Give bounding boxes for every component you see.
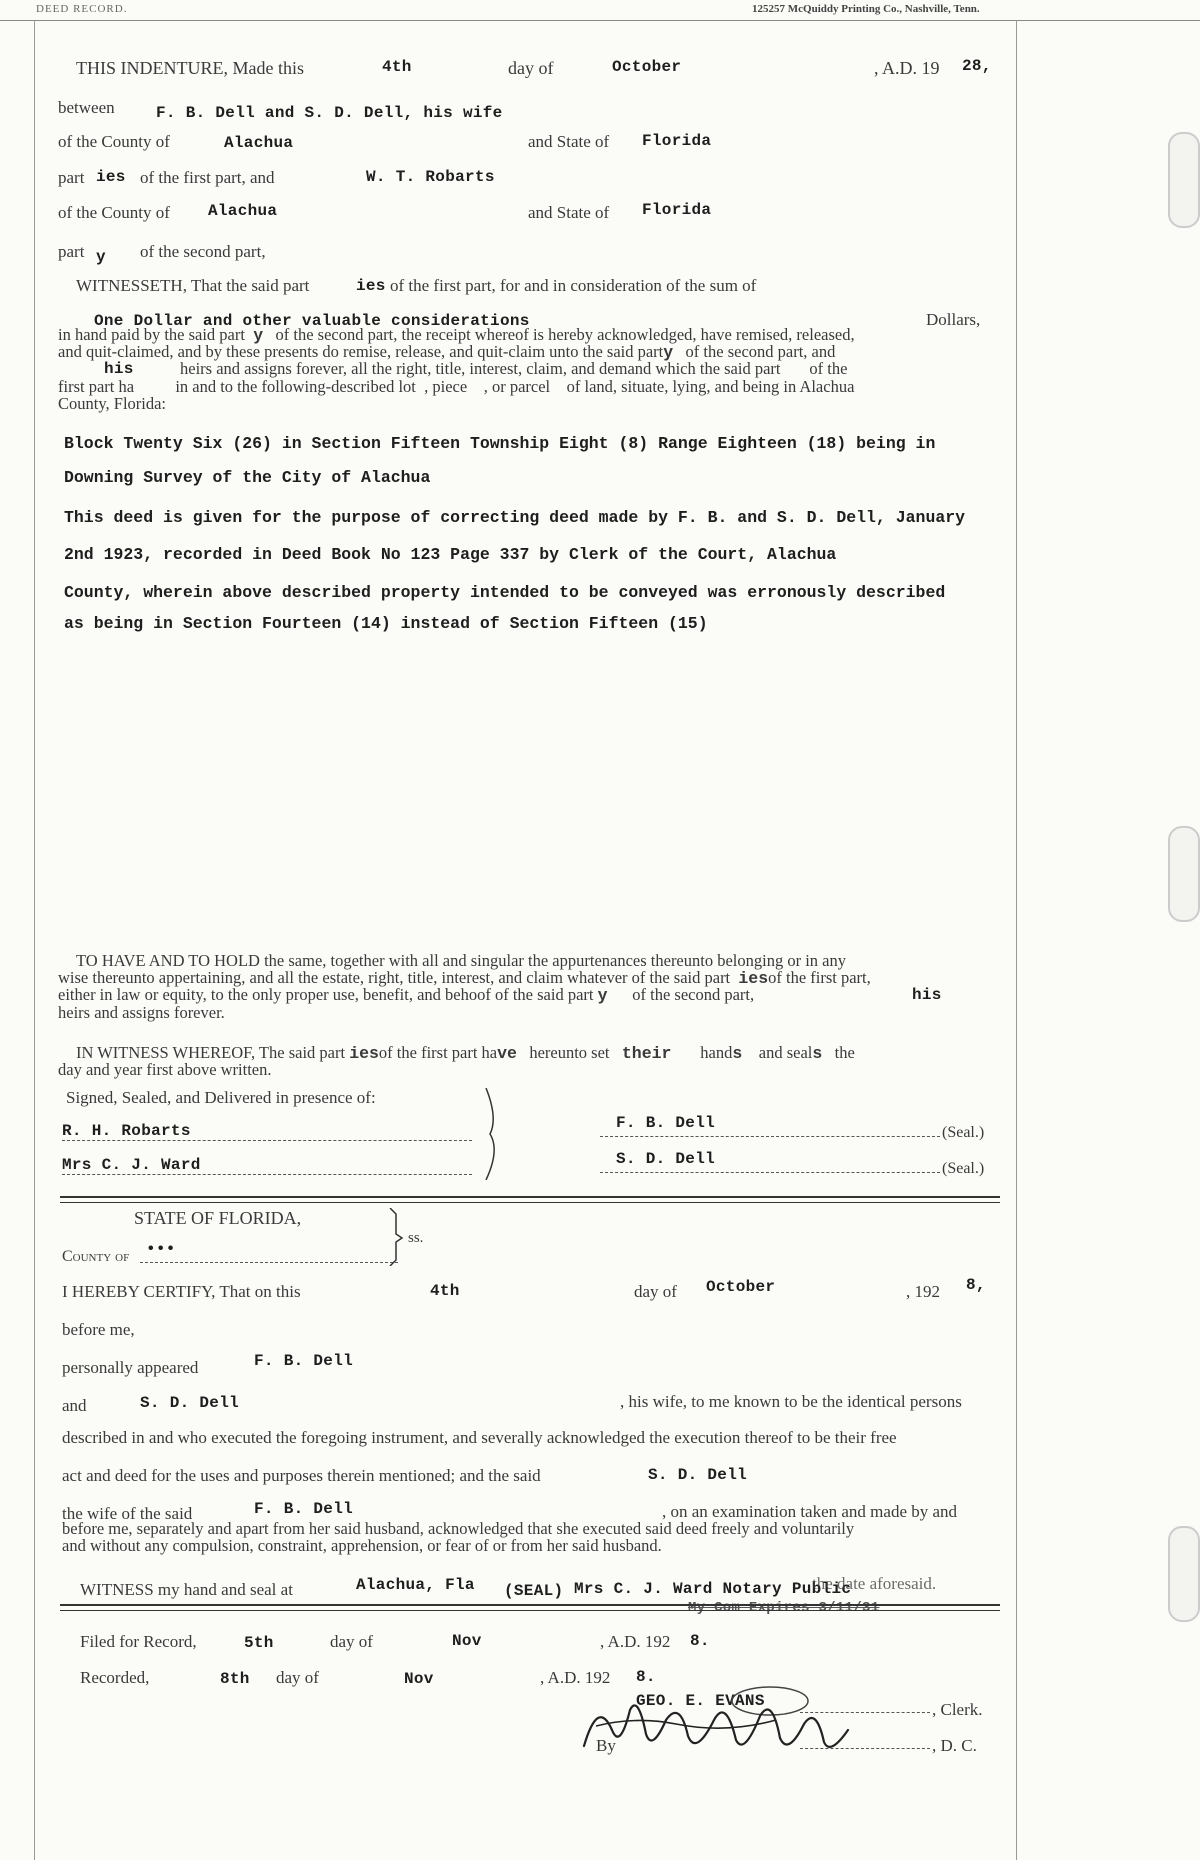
- witness-hand-label: WITNESS my hand and seal at: [80, 1580, 293, 1599]
- filed-ad-label: , A.D. 192: [600, 1632, 671, 1651]
- described-line: described in and who executed the foregoing instrument, and severally acknowledged the execution thereof to be their free: [62, 1428, 897, 1447]
- habendum-line2: wise thereunto appertaining, and all the estate, right, title, interest, and claim whatever of the said part iesof the first part,: [58, 968, 871, 988]
- witnesseth-line2: in hand paid by the said part y of the second part, the receipt whereof is hereby acknowledged, have remised, released,: [58, 325, 855, 345]
- made-label: THIS INDENTURE, Made this: [76, 58, 304, 78]
- recorded-ad-label: , A.D. 192: [540, 1668, 611, 1687]
- clerk-signature: [576, 1690, 866, 1762]
- county-label-2: of the County of: [58, 203, 170, 222]
- seal1-label: (Seal.): [942, 1124, 985, 1141]
- signer1-name: F. B. Dell: [616, 1114, 716, 1132]
- dollars-label: Dollars,: [926, 310, 981, 329]
- clerk-label: , Clerk.: [932, 1700, 983, 1719]
- ss-label: ss.: [408, 1230, 424, 1246]
- certify-day: 4th: [430, 1282, 460, 1300]
- habendum-line1: TO HAVE AND TO HOLD the same, together with all and singular the appurtenances thereunto belonging or in any: [76, 951, 846, 970]
- witness1-name: R. H. Robarts: [62, 1122, 191, 1140]
- county-label: of the County of: [58, 132, 170, 151]
- description-line5: County, wherein above described property intended to be conveyed was erronously described: [64, 583, 946, 602]
- and-label: and: [62, 1396, 87, 1415]
- witness-place: Alachua, Fla: [356, 1576, 475, 1594]
- part-suffix2: y: [96, 248, 106, 266]
- recorded-year: 8.: [636, 1668, 656, 1686]
- notary-seal: (SEAL): [504, 1582, 564, 1600]
- section-rule-bottom: [60, 1202, 1000, 1203]
- filed-label: Filed for Record,: [80, 1632, 197, 1651]
- seal2-label: (Seal.): [942, 1160, 985, 1177]
- record-rule-bottom: [60, 1610, 1000, 1611]
- description-line1: Block Twenty Six (26) in Section Fifteen Township Eight (8) Range Eighteen (18) being in: [64, 434, 936, 453]
- description-line6: as being in Section Fourteen (14) instead of Section Fifteen (15): [64, 614, 708, 633]
- witnesseth-lead: WITNESSETH, That the said part: [76, 276, 310, 295]
- first-part-and: of the first part, and: [140, 168, 275, 187]
- clerk-name: GEO. E. EVANS: [636, 1692, 765, 1710]
- wife-of-label: the wife of the said: [62, 1504, 193, 1523]
- witnesseth-line6: County, Florida:: [58, 394, 167, 413]
- filed-month: Nov: [452, 1632, 482, 1650]
- printer-mark: 125257 McQuiddy Printing Co., Nashville, Tenn.: [752, 3, 980, 15]
- presence-brace: [482, 1088, 512, 1180]
- act-line: act and deed for the uses and purposes therein mentioned; and the said: [62, 1466, 541, 1485]
- ad-label: , A.D. 19: [874, 58, 940, 78]
- dc-line: [800, 1748, 930, 1749]
- ack-state: STATE OF FLORIDA,: [134, 1208, 302, 1228]
- signer1-line: [600, 1136, 940, 1137]
- habendum-line3: either in law or equity, to the only proper use, benefit, and behoof of the said part y of the second part,: [58, 985, 755, 1005]
- ack-county-value: •••: [146, 1240, 176, 1258]
- ack-county-label: County of: [62, 1248, 130, 1265]
- recorded-label: Recorded,: [80, 1668, 150, 1687]
- certify-day-of: day of: [634, 1282, 677, 1301]
- second-party: W. T. Robarts: [366, 168, 495, 186]
- county2-value: Alachua: [208, 202, 278, 220]
- signer2-line: [600, 1172, 940, 1173]
- witnesseth-rest: of the first part, for and in consideration of the sum of: [390, 276, 757, 295]
- ack-county-line: [140, 1262, 398, 1263]
- date-aforesaid: the date aforesaid.: [812, 1574, 937, 1593]
- record-rule-top: [60, 1604, 1000, 1606]
- binder-hole: [1168, 1526, 1200, 1622]
- sum-value: One Dollar and other valuable considerations: [94, 312, 530, 330]
- and-value: S. D. Dell: [140, 1394, 240, 1412]
- certify-year-label: , 192: [906, 1282, 940, 1301]
- part-suffix1: ies: [96, 168, 126, 186]
- before-me: before me,: [62, 1320, 135, 1339]
- between-label: between: [58, 98, 115, 117]
- exam-text: , on an examination taken and made by and: [662, 1502, 958, 1521]
- second-part-label: of the second part,: [140, 242, 266, 261]
- habendum-his: his: [912, 986, 942, 1004]
- in-witness-line1: IN WITNESS WHEREOF, The said part iesof the first part have hereunto set their hands and seals the: [76, 1043, 855, 1063]
- filed-day: 5th: [244, 1634, 274, 1652]
- wife-of-value: F. B. Dell: [254, 1500, 354, 1518]
- section-rule-top: [60, 1196, 1000, 1198]
- witness2-line: [62, 1174, 472, 1175]
- act-value: S. D. Dell: [648, 1466, 748, 1484]
- witnesseth-line4: heirs and assigns forever, all the right, title, interest, claim, and demand which the said part of the: [180, 359, 848, 378]
- description-line2: Downing Survey of the City of Alachua: [64, 468, 431, 487]
- form-header: [0, 0, 1200, 21]
- recorded-month: Nov: [404, 1670, 434, 1688]
- in-witness-line2: day and year first above written.: [58, 1060, 272, 1079]
- filed-year: 8.: [690, 1632, 710, 1650]
- binder-hole: [1168, 826, 1200, 922]
- certify-label: I HEREBY CERTIFY, That on this: [62, 1282, 301, 1301]
- recorded-day: 8th: [220, 1670, 250, 1688]
- description-line3: This deed is given for the purpose of correcting deed made by F. B. and S. D. Dell, January: [64, 508, 966, 527]
- signer2-name: S. D. Dell: [616, 1150, 716, 1168]
- filed-day-of: day of: [330, 1632, 373, 1651]
- county1-value: Alachua: [224, 134, 294, 152]
- first-parties: F. B. Dell and S. D. Dell, his wife: [156, 104, 503, 122]
- dc-label: , D. C.: [932, 1736, 977, 1755]
- certify-year-value: 8,: [966, 1276, 986, 1294]
- his-value: his: [104, 360, 134, 378]
- witnesseth-suffix: ies: [356, 277, 386, 295]
- habendum-line4: heirs and assigns forever.: [58, 1003, 225, 1022]
- month-value: October: [612, 58, 682, 76]
- state2-value: Florida: [642, 201, 712, 219]
- witnesseth-line3: and quit-claimed, and by these presents do remise, release, and quit-claim unto the said party of the second part, and: [58, 342, 836, 362]
- certify-month: October: [706, 1278, 776, 1296]
- recorded-day-of: day of: [276, 1668, 319, 1687]
- right-margin-line: [1016, 20, 1017, 1860]
- state-label: and State of: [528, 132, 610, 151]
- witness1-line: [62, 1140, 472, 1141]
- form-title: DEED RECORD.: [36, 3, 128, 15]
- left-margin-line: [34, 20, 35, 1860]
- appeared-value: F. B. Dell: [254, 1352, 354, 1370]
- by-label: By: [596, 1736, 616, 1755]
- without-line: and without any compulsion, constraint, apprehension, or fear of or from her said husband.: [62, 1536, 662, 1555]
- notary-commission: My Com Expires 3/11/31: [688, 1600, 880, 1616]
- part-label: part: [58, 168, 85, 187]
- wife-text: , his wife, to me known to be the identical persons: [620, 1392, 962, 1411]
- notary-name: Mrs C. J. Ward Notary Public: [574, 1580, 852, 1598]
- part-label-2: part: [58, 242, 85, 261]
- description-line4: 2nd 1923, recorded in Deed Book No 123 Page 337 by Clerk of the Court, Alachua: [64, 545, 837, 564]
- binder-hole: [1168, 132, 1200, 228]
- appeared-label: personally appeared: [62, 1358, 199, 1377]
- year-value: 28,: [962, 57, 992, 75]
- witnesseth-line5: first part ha in and to the following-described lot , piece , or parcel of land, situate, lying, and being in Alachua: [58, 377, 855, 396]
- witness2-name: Mrs C. J. Ward: [62, 1156, 201, 1174]
- state-label-2: and State of: [528, 203, 610, 222]
- day-of-label: day of: [508, 58, 554, 78]
- ss-brace: [386, 1208, 406, 1266]
- before-line: before me, separately and apart from her said husband, acknowledged that she executed said deed freely and voluntarily: [62, 1519, 855, 1538]
- state1-value: Florida: [642, 132, 712, 150]
- day-value: 4th: [382, 58, 412, 76]
- signed-label: Signed, Sealed, and Delivered in presence of:: [66, 1088, 376, 1107]
